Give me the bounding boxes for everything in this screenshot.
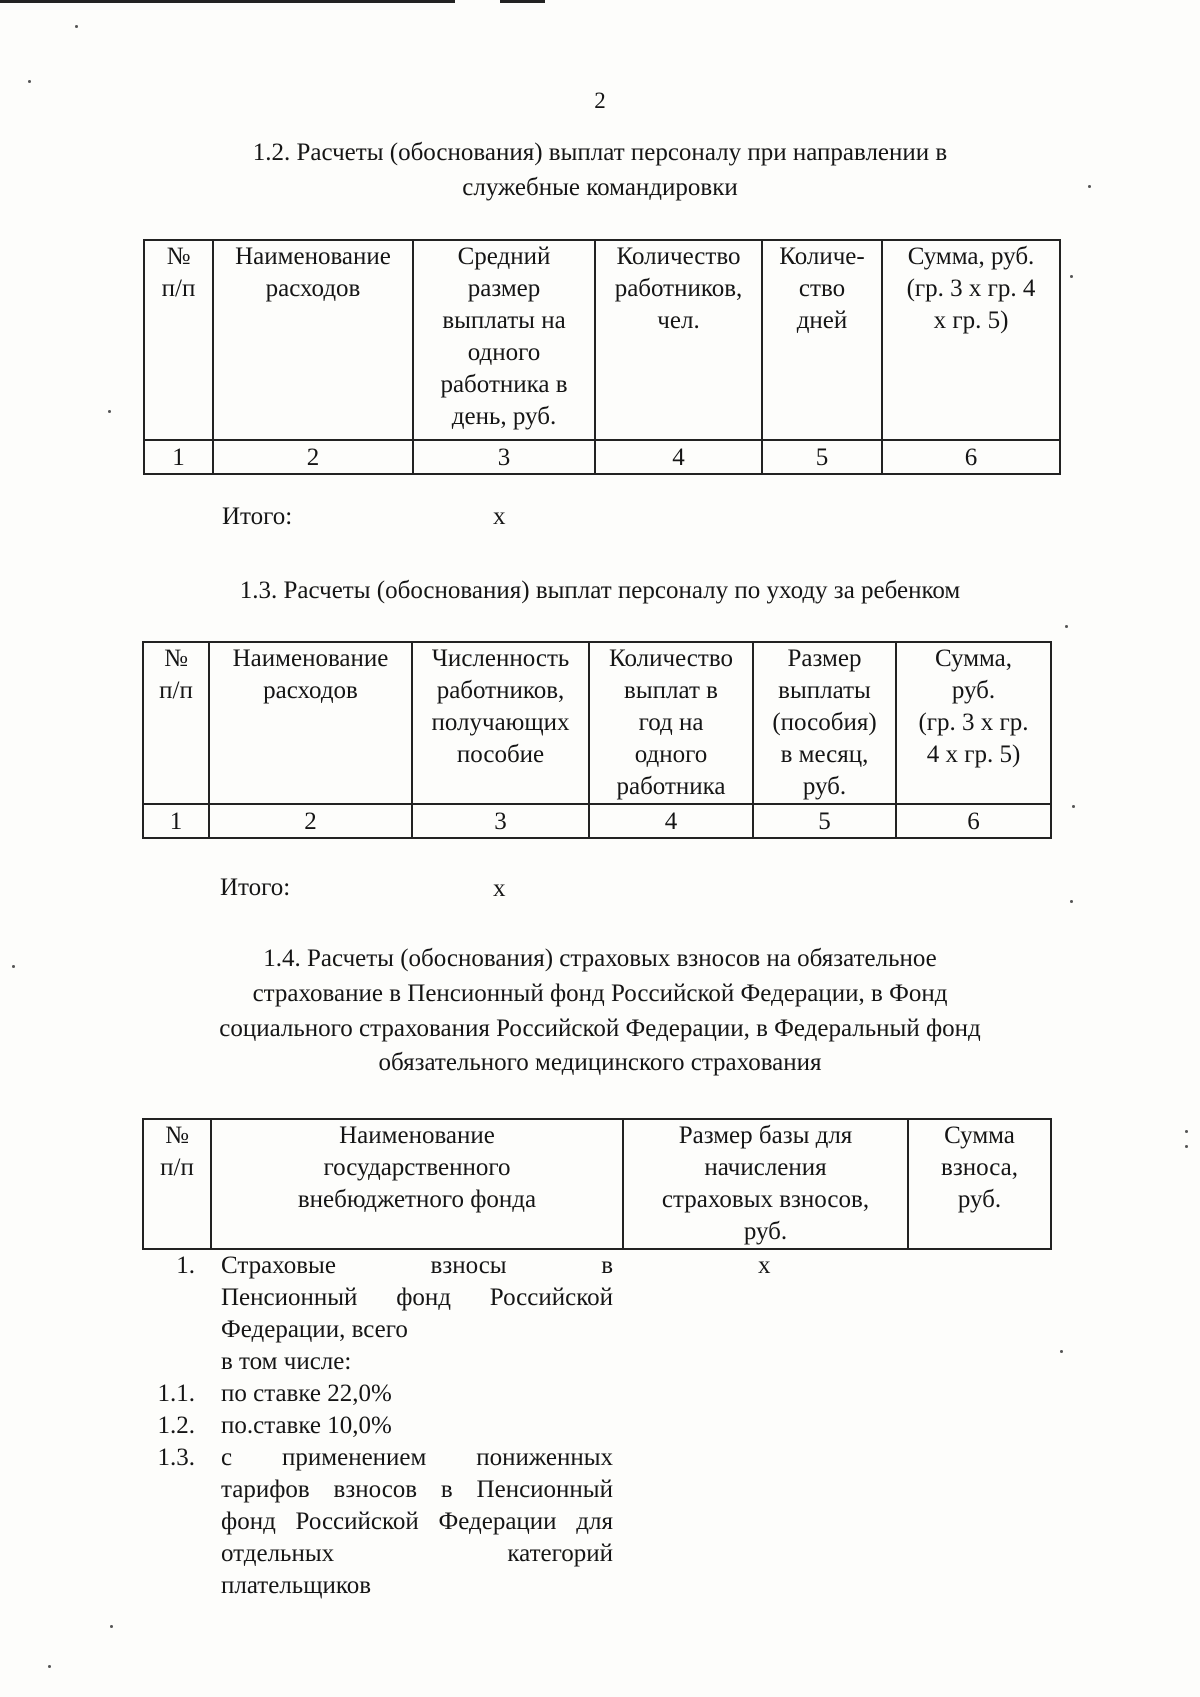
row-text-line: по.ставке 10,0% [221, 1412, 392, 1439]
row-text-line: Федерации, всего [221, 1316, 408, 1343]
scan-speck [1070, 900, 1073, 903]
header-cell: № п/п [144, 240, 213, 440]
header-cell: Сумма, руб. (гр. 3 х гр. 4 х гр. 5) [896, 642, 1051, 804]
scan-edge-bar [500, 0, 545, 3]
row-text-line: Пенсионный фонд Российской [221, 1284, 613, 1311]
column-number-cell: 5 [762, 440, 882, 474]
header-cell: Наименование государственного внебюджетного фонда [211, 1119, 623, 1249]
header-cell: Размер базы для начисления страховых взносов, руб. [623, 1119, 908, 1249]
table-header-row [143, 1119, 1051, 1249]
table-insurance-contributions [142, 1118, 1052, 1250]
total-mark: х [493, 875, 506, 902]
header-cell: Средний размер выплаты на одного работника в день, руб. [413, 240, 595, 440]
row-number: 1.3. [157, 1444, 195, 1471]
header-cell: Количество работников, чел. [595, 240, 762, 440]
column-number-cell: 2 [209, 804, 412, 838]
scan-speck [28, 80, 31, 83]
scan-edge-bar [0, 0, 455, 3]
row-number: 1.1. [157, 1380, 195, 1407]
row-text-line: фонд Российской Федерации для [221, 1508, 613, 1535]
column-number-cell: 3 [413, 440, 595, 474]
column-number-cell: 4 [589, 804, 753, 838]
row-text-line: плательщиков [221, 1572, 372, 1599]
section-1-2-title-line-2: служебные командировки [462, 174, 738, 201]
table-child-care [142, 641, 1052, 839]
header-cell: Размер выплаты (пособия) в месяц, руб. [753, 642, 896, 804]
row-text-line: Страховые взносы в [221, 1252, 613, 1279]
section-1-4-title-line-1: 1.4. Расчеты (обоснования) страховых взносов на обязательное [263, 945, 937, 972]
column-number-cell: 5 [753, 804, 896, 838]
header-cell: Сумма взноса, руб. [908, 1119, 1051, 1249]
column-number-cell: 1 [144, 440, 213, 474]
column-number-cell: 6 [896, 804, 1051, 838]
scan-speck [1185, 1130, 1188, 1133]
header-cell: Количество выплат в год на одного работника [589, 642, 753, 804]
row-text-line: по ставке 22,0% [221, 1380, 392, 1407]
table-header-row [144, 240, 1060, 440]
scan-speck [1065, 625, 1068, 628]
scan-speck [12, 965, 15, 968]
section-1-3-title: 1.3. Расчеты (обоснования) выплат персоналу по уходу за ребенком [239, 577, 961, 604]
row-base-value: х [758, 1252, 771, 1279]
header-cell: Численность работников, получающих пособие [412, 642, 589, 804]
section-1-4-title-line-4: обязательного медицинского страхования [378, 1049, 822, 1076]
section-1-4-title-line-3: социального страхования Российской Федерации, в Федеральный фонд [219, 1015, 981, 1042]
scan-speck [48, 1665, 51, 1668]
header-cell: № п/п [143, 1119, 211, 1249]
table-column-numbers-row [144, 440, 1060, 474]
section-1-4-title-line-2: страхование в Пенсионный фонд Российской Федерации, в Фонд [252, 980, 948, 1007]
scan-speck [1070, 275, 1073, 278]
row-number: 1. [176, 1252, 195, 1279]
scan-speck [1185, 1145, 1188, 1148]
header-cell: Наименование расходов [209, 642, 412, 804]
table-header-row [143, 642, 1051, 804]
column-number-cell: 4 [595, 440, 762, 474]
total-mark: х [493, 503, 506, 530]
column-number-cell: 1 [143, 804, 209, 838]
page-number: 2 [594, 88, 606, 113]
row-text-line: тарифов взносов в Пенсионный [221, 1476, 613, 1503]
scan-speck [108, 410, 111, 413]
scan-speck [75, 25, 78, 28]
total-label: Итого: [222, 503, 293, 530]
row-text-line: с применением пониженных [221, 1444, 613, 1471]
scan-speck [110, 1625, 113, 1628]
total-label: Итого: [220, 874, 291, 901]
column-number-cell: 3 [412, 804, 589, 838]
header-cell: № п/п [143, 642, 209, 804]
row-number: 1.2. [157, 1412, 195, 1439]
column-number-cell: 2 [213, 440, 413, 474]
table-column-numbers-row [143, 804, 1051, 838]
header-cell: Сумма, руб. (гр. 3 х гр. 4 х гр. 5) [882, 240, 1060, 440]
header-cell: Количе- ство дней [762, 240, 882, 440]
section-1-2-title-line-1: 1.2. Расчеты (обоснования) выплат персоналу при направлении в [252, 139, 948, 166]
header-cell: Наименование расходов [213, 240, 413, 440]
scan-speck [1072, 805, 1075, 808]
scan-speck [1060, 1350, 1063, 1353]
column-number-cell: 6 [882, 440, 1060, 474]
scan-speck [1088, 185, 1091, 188]
row-text-line: отдельных категорий [221, 1540, 613, 1567]
row-text-line: в том числе: [221, 1348, 352, 1375]
table-business-trips [143, 239, 1061, 475]
